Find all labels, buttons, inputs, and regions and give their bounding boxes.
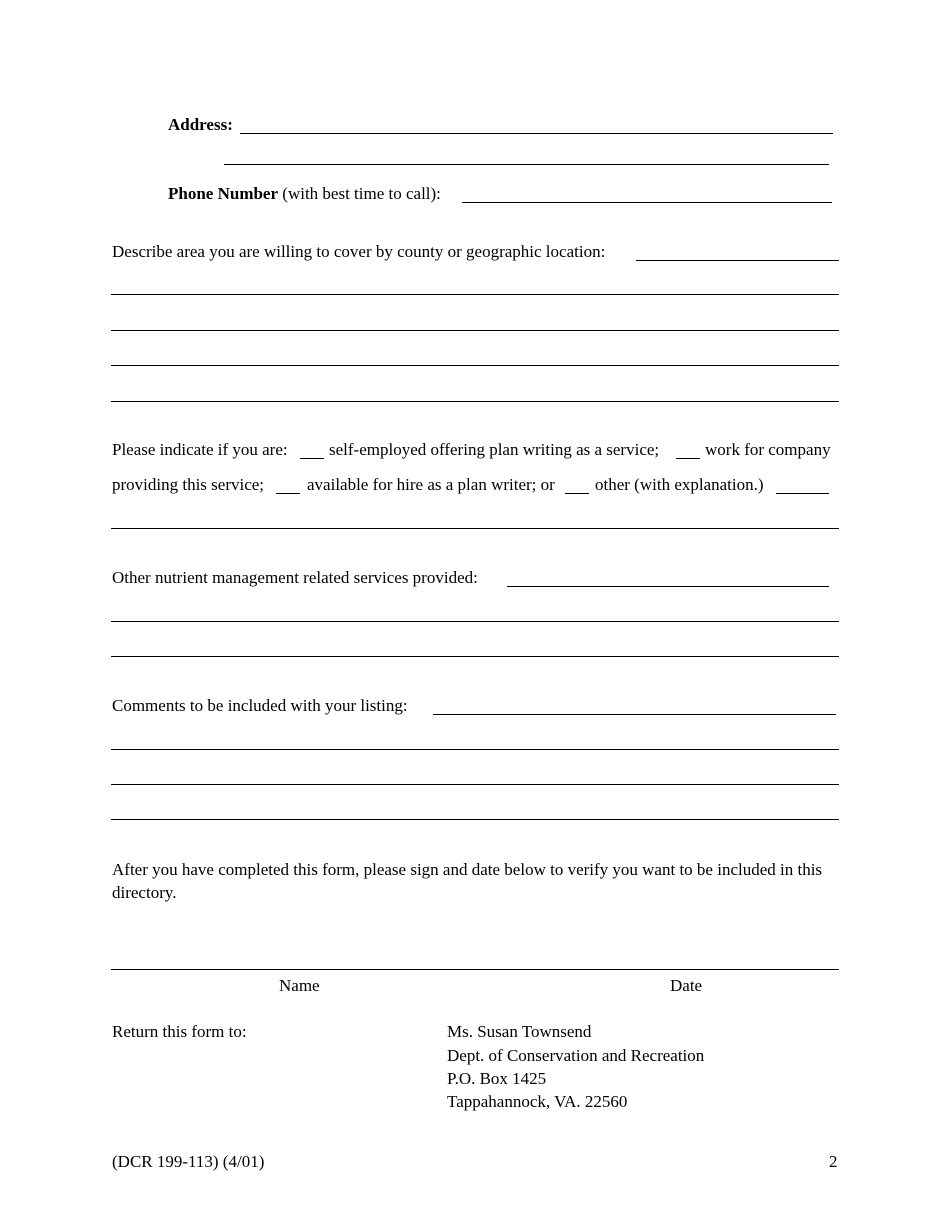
area-line-1[interactable]: [111, 294, 839, 295]
signature-line[interactable]: [111, 969, 839, 970]
status-option-1: self-employed offering plan writing as a service;: [329, 440, 660, 459]
status-blank-4[interactable]: [565, 493, 589, 494]
verify-text-line-1: After you have completed this form, please sign and date below to verify you want to be included in this: [112, 860, 823, 879]
area-line-0[interactable]: [636, 260, 839, 261]
comments-line-3[interactable]: [111, 819, 839, 820]
area-line-2[interactable]: [111, 330, 839, 331]
return-name: Ms. Susan Townsend: [447, 1022, 592, 1041]
status-blank-2[interactable]: [676, 458, 700, 459]
address-label: Address:: [168, 115, 233, 134]
area-line-3[interactable]: [111, 365, 839, 366]
area-line-4[interactable]: [111, 401, 839, 402]
services-line-0[interactable]: [507, 586, 829, 587]
status-explanation-line-2[interactable]: [111, 528, 839, 529]
services-line-2[interactable]: [111, 656, 839, 657]
status-blank-3[interactable]: [276, 493, 300, 494]
status-explanation-line[interactable]: [776, 493, 829, 494]
comments-line-0[interactable]: [433, 714, 836, 715]
return-label: Return this form to:: [112, 1022, 247, 1041]
status-option-3: available for hire as a plan writer; or: [307, 475, 555, 494]
comments-line-2[interactable]: [111, 784, 839, 785]
status-prefix: Please indicate if you are:: [112, 440, 288, 459]
return-box: P.O. Box 1425: [447, 1069, 547, 1088]
comments-line-1[interactable]: [111, 749, 839, 750]
return-city: Tappahannock, VA. 22560: [447, 1092, 628, 1111]
status-option-2a: work for company: [705, 440, 831, 459]
verify-text-line-2: directory.: [112, 883, 177, 902]
address-line-2[interactable]: [224, 164, 829, 165]
services-line-1[interactable]: [111, 621, 839, 622]
area-label: Describe area you are willing to cover by county or geographic location:: [112, 242, 606, 261]
address-line-1[interactable]: [240, 133, 833, 134]
phone-label: Phone Number (with best time to call):: [168, 184, 441, 203]
services-label: Other nutrient management related services provided:: [112, 568, 478, 587]
status-option-2b: providing this service;: [112, 475, 265, 494]
signature-name-label: Name: [279, 976, 320, 995]
status-option-4: other (with explanation.): [595, 475, 764, 494]
return-dept: Dept. of Conservation and Recreation: [447, 1046, 705, 1065]
phone-line[interactable]: [462, 202, 832, 203]
form-id: (DCR 199-113) (4/01): [112, 1152, 265, 1171]
page-number: 2: [829, 1152, 838, 1171]
signature-date-label: Date: [670, 976, 703, 995]
status-blank-1[interactable]: [300, 458, 324, 459]
comments-label: Comments to be included with your listing:: [112, 696, 408, 715]
